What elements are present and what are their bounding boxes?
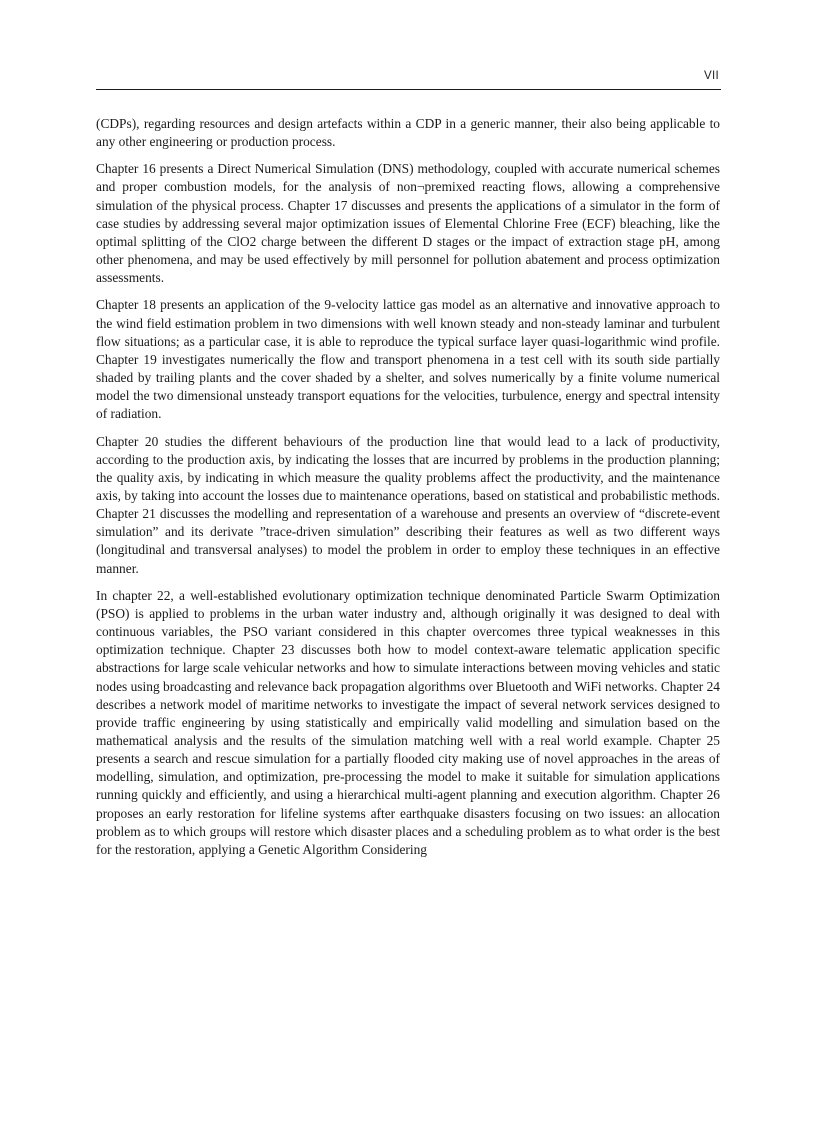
paragraph-chapters-22-26: In chapter 22, a well-established evolutionary optimization technique denominated Particle Swarm Optimization (PSO) is applied to problems in the urban water industry and, although originally it was designed to deal with continuous variables, the PSO variant considered in this chapter overcomes three typical weaknesses in this optimization technique. Chapter 23 discusses both how to model context-aware telematic application specific abstractions for large scale vehicular networks and how to simulate interactions between moving vehicles and static nodes using broadcasting and relevance back propagation algorithms over Bluetooth and WiFi networks. Chapter 24 describes a network model of maritime networks to investigate the impact of several network services designed to provide traffic engineering by using statistically and empirically valid modelling and simulation based on the mathematical analysis and the results of the simulation matching well with a real world example. Chapter 25 presents a search and rescue simulation for a partially flooded city making use of novel approaches in the areas of modelling, simulation, and optimization, pre-processing the model to make it suitable for simulation applications running quickly and efficiently, and using a hierarchical multi-agent planning and execution algorithm. Chapter 26 proposes an early restoration for lifeline systems after earthquake disasters focusing on two issues: an allocation problem as to which groups will restore which disaster places and a scheduling problem as to what order is the best for the restoration, applying a Genetic Algorithm Considering <box>96 587 720 857</box>
page-number: VII <box>704 70 719 82</box>
body-text <box>96 115 720 868</box>
paragraph-chapters-18-19: Chapter 18 presents an application of the 9-velocity lattice gas model as an alternative and innovative approach to the wind field estimation problem in two dimensions with well known steady and non-steady laminar and turbulent flow situations; as a particular case, it is able to reproduce the typical surface layer quasi-logarithmic wind profile. Chapter 19 investigates numerically the flow and transport phenomena in a test cell with its south side partially shaded by trailing plants and the cover shaded by a shelter, and solves numerically by a finite volume numerical model the two dimensional unsteady transport equations for the velocities, turbulence, energy and spectral intensity of radiation. <box>96 297 720 422</box>
paragraph-chapters-20-21: Chapter 20 studies the different behaviours of the production line that would lead to a lack of productivity, according to the production axis, by indicating the losses that are incurred by problems in the production planning; the quality axis, by indicating in which measure the quality problems affect the productivity, and the maintenance axis, by taking into account the losses due to maintenance operations, based on statistical and probabilistic methods. Chapter 21 discusses the modelling and representation of a warehouse and presents an overview of “discrete-event simulation” and its derivate ”trace-driven simulation” describing their features as well as two different ways (longitudinal and transversal analyses) to model the problem in order to employ these techniques in an effective manner. <box>96 433 720 576</box>
paragraph-chapters-16-17: Chapter 16 presents a Direct Numerical Simulation (DNS) methodology, coupled with accurate numerical schemes and proper combustion models, for the analysis of non¬premixed reacting flows, allowing a comprehensive simulation of the physical process. Chapter 17 discusses and presents the applications of a simulator in the form of case studies by addressing several major optimization issues of Elemental Chlorine Free (ECF) bleaching, like the optimal splitting of the ClO2 charge between the different D stages or the impact of extraction stage pH, among other phenomena, and may be used effectively by mill personnel for pollution abatement and process optimization assessments. <box>96 161 720 286</box>
page-header <box>96 68 721 90</box>
paragraph-cdp-continuation: (CDPs), regarding resources and design artefacts within a CDP in a generic manner, their also being applicable to any other engineering or production process. <box>96 116 720 150</box>
